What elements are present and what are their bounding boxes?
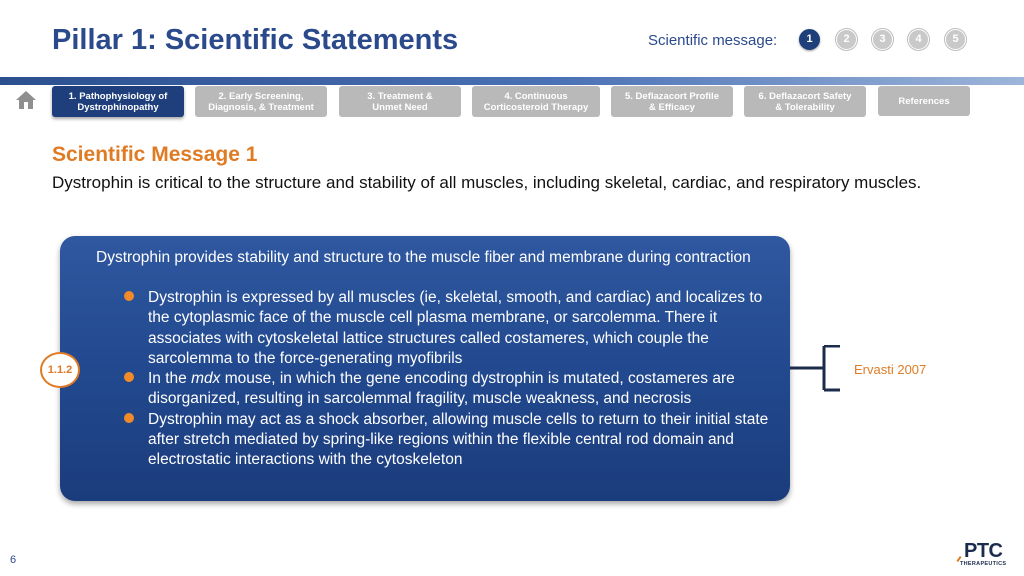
message-1-button[interactable]: 1 (799, 29, 820, 50)
tab-early-screening[interactable] (195, 86, 327, 117)
bullet-text-italic: mdx (191, 370, 221, 388)
page-title: Pillar 1: Scientific Statements (52, 24, 459, 56)
tab-label: Dystrophinopathy (77, 101, 159, 113)
ptc-logo (956, 540, 1018, 570)
tab-label: Diagnosis, & Treatment (208, 101, 314, 113)
statement-id-badge: 1.1.2 (40, 352, 80, 388)
tab-pathophysiology[interactable] (52, 86, 184, 117)
page-number: 6 (10, 554, 17, 566)
bullet-text: Dystrophin is expressed by all muscles (ie, skeletal, smooth, and cardiac) and localizes to the cytoplasmic face of the muscle cell plasma membrane, or sarcolemma. There it associates with cytoskeletal lattice structures called costameres, which couple the sarcolemma to the force-generating myofibrils (148, 289, 763, 367)
bullet-item (96, 288, 776, 369)
statement-box (60, 236, 790, 501)
reference-citation[interactable]: Ervasti 2007 (854, 362, 927, 377)
message-2-button[interactable]: 2 (836, 29, 857, 50)
tab-label: 2. Early Screening, (218, 90, 304, 102)
tab-label: References (898, 95, 950, 107)
tab-references[interactable] (878, 86, 970, 116)
tab-label: 4. Continuous (504, 90, 568, 102)
scientific-message-label: Scientific message: (648, 32, 778, 49)
tab-deflazacort-efficacy[interactable] (611, 86, 733, 117)
bullet-dot-icon (124, 372, 134, 382)
bullet-text: mouse, in which the gene encoding dystrophin is mutated, costameres are disorganized, resulting in sarcolemmal fragility, muscle weakness, and necrosis (148, 370, 735, 408)
logo-text: PTC (964, 540, 1003, 562)
tab-label: & Efficacy (649, 101, 695, 113)
bullet-text: Dystrophin may act as a shock absorber, allowing muscle cells to return to their initial state after stretch mediated by spring-like regions within the flexible central rod domain and electrostatic interactions with the cytoskeleton (148, 410, 769, 469)
scientific-message-heading: Scientific Message 1 (52, 143, 258, 166)
tab-deflazacort-safety[interactable] (744, 86, 866, 117)
tab-label: Corticosteroid Therapy (483, 101, 589, 113)
statement-bullets (96, 288, 776, 471)
statement-intro: Dystrophin provides stability and structure to the muscle fiber and membrane during contraction (96, 249, 751, 266)
tab-label: 1. Pathophysiology of (68, 90, 168, 102)
header-band (0, 77, 1024, 85)
reference-bracket (790, 345, 840, 395)
message-3-button[interactable]: 3 (872, 29, 893, 50)
bullet-dot-icon (124, 413, 134, 423)
logo-subtext: THERAPEUTICS (960, 561, 1007, 567)
tab-label: 3. Treatment & (367, 90, 433, 102)
tab-treatment-unmet-need[interactable] (339, 86, 461, 117)
message-5-button[interactable]: 5 (945, 29, 966, 50)
scientific-message-text: Dystrophin is critical to the structure and stability of all muscles, including skeletal, cardiac, and respiratory muscles. (52, 173, 922, 192)
message-4-button[interactable]: 4 (908, 29, 929, 50)
bullet-text: In the (148, 370, 192, 388)
home-icon[interactable] (16, 90, 36, 110)
bullet-dot-icon (124, 291, 134, 301)
tab-label: & Tolerability (775, 101, 835, 113)
tab-corticosteroid-therapy[interactable] (472, 86, 600, 117)
bullet-item (96, 369, 776, 410)
tab-label: 5. Deflazacort Profile (625, 90, 719, 102)
tab-label: 6. Deflazacort Safety (758, 90, 852, 102)
bullet-item (96, 410, 776, 471)
tab-label: Unmet Need (372, 101, 428, 113)
